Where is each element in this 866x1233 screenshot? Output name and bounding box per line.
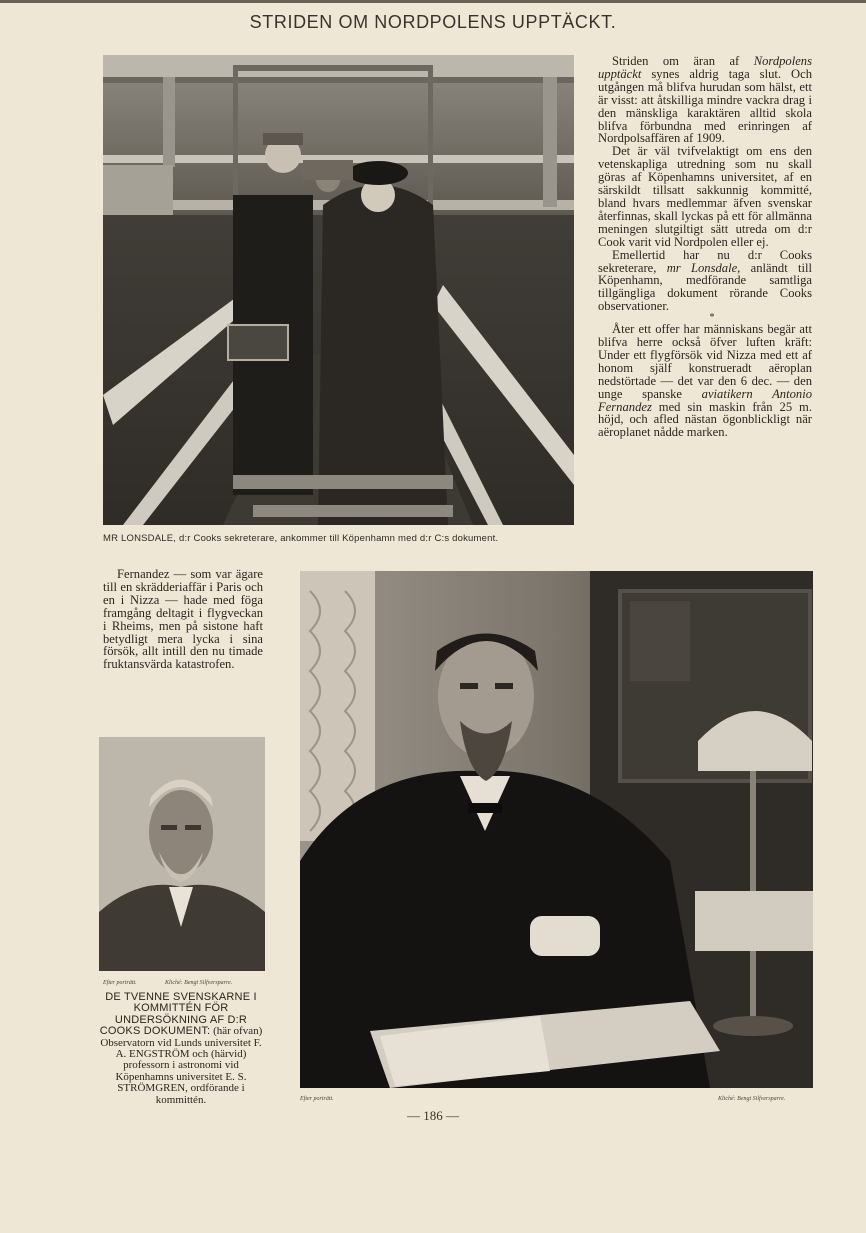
article-left-column (103, 568, 263, 671)
paragraph-5: Fernandez — som var ägare till en skrädderiaffär i Paris och en i Nizza — hade med föga framgång deltagit i flygveckan i Rheims, men på sistone haft betydligt mera lycka i sina försök, allt intill den nu timade fruktansvärda katastrofen. (103, 567, 263, 672)
page-header: STRIDEN OM NORDPOLENS UPPTÄCKT. (249, 12, 617, 32)
paragraph-3 (598, 249, 812, 314)
p3-emphasis: mr Lonsdale, (666, 260, 741, 275)
p1-emphasis: Nordpolens upptäckt (598, 54, 812, 81)
photo-engstrom-portrait (99, 737, 265, 971)
p4-emphasis: aviatikern Antonio Fernandez (598, 386, 812, 414)
photo-lonsdale-caption: MR LONSDALE, d:r Cooks sekreterare, ankommer till Köpenhamn med d:r C:s dokument. (103, 533, 499, 544)
photo-lonsdale-arrival (103, 55, 574, 525)
photo2-credit-right: Kliché: Bengt Silfversparre. (165, 980, 233, 986)
photo2-credit-left: Efter porträtt. (103, 980, 137, 986)
page-number: — 186 — (407, 1108, 459, 1123)
p1-text-a: Striden om äran af (612, 54, 754, 68)
committee-caption (98, 992, 264, 1106)
committee-caption-body: (här ofvan) Observatorn vid Lunds universitet F. A. ENGSTRÖM och (härvid) professorn i astronomi vid Köpenhamns universitet E. S. STRÖMGREN, ordförande i kommittén. (100, 1025, 263, 1106)
photo-stromgren-portrait (300, 571, 813, 1088)
paragraph-1 (598, 55, 812, 145)
p3-text-a: Emellertid har nu d:r Cooks sekreterare, (598, 247, 812, 275)
paragraph-2: Det är väl tvifvelaktigt om ens den vetenskapliga utredning som nu skall göras af Köpenhamns universitet, af en särskildt tillsatt sakkunnig kommitté, bland hvars medlemmar äfven svenskar återfinnas, skall lyckas på ett för allmänna meningen slutgiltigt sätt utreda om d:r Cook varit vid Nordpolen eller ej. (598, 144, 812, 249)
section-separator: * (709, 312, 715, 324)
article-right-column (598, 55, 812, 439)
p1-text-b: synes aldrig taga slut. Och utgången må blifva hurudan som hälst, ett är visst: att åtskilliga mindre vackra drag i den mänskliga karaktären alltid skola blifva förbundna med erinringen af Nordpolsaffären af 1909. (598, 66, 812, 146)
p3-text-b: anländt till Köpenhamn, medförande samtliga tillgängliga dokument rörande Cooks observationer. (598, 260, 812, 314)
photo3-credit-right: Kliché: Bengt Silfversparre. (718, 1096, 786, 1102)
p4-text-b: med sin maskin från 25 m. höjd, och afled nästan ögonblickligt när aëroplanet nådde marken. (598, 399, 812, 440)
committee-caption-heading: DE TVENNE SVENSKARNE I KOMMITTÉN FÖR UNDERSÖKNING AF D:R COOKS DOKUMENT: (99, 991, 257, 1038)
paragraph-4 (598, 323, 812, 439)
p4-text-a: Åter ett offer har människans begär att blifva herre också öfver luften kräft: Under ett flygförsök vid Nizza med ett af honom själf konstrueradt aëroplan nedstörtade — det var den 6 dec. — den unge spanske (598, 322, 812, 401)
page-top-edge (0, 0, 866, 3)
photo3-credit-left: Efter porträtt. (300, 1096, 334, 1102)
